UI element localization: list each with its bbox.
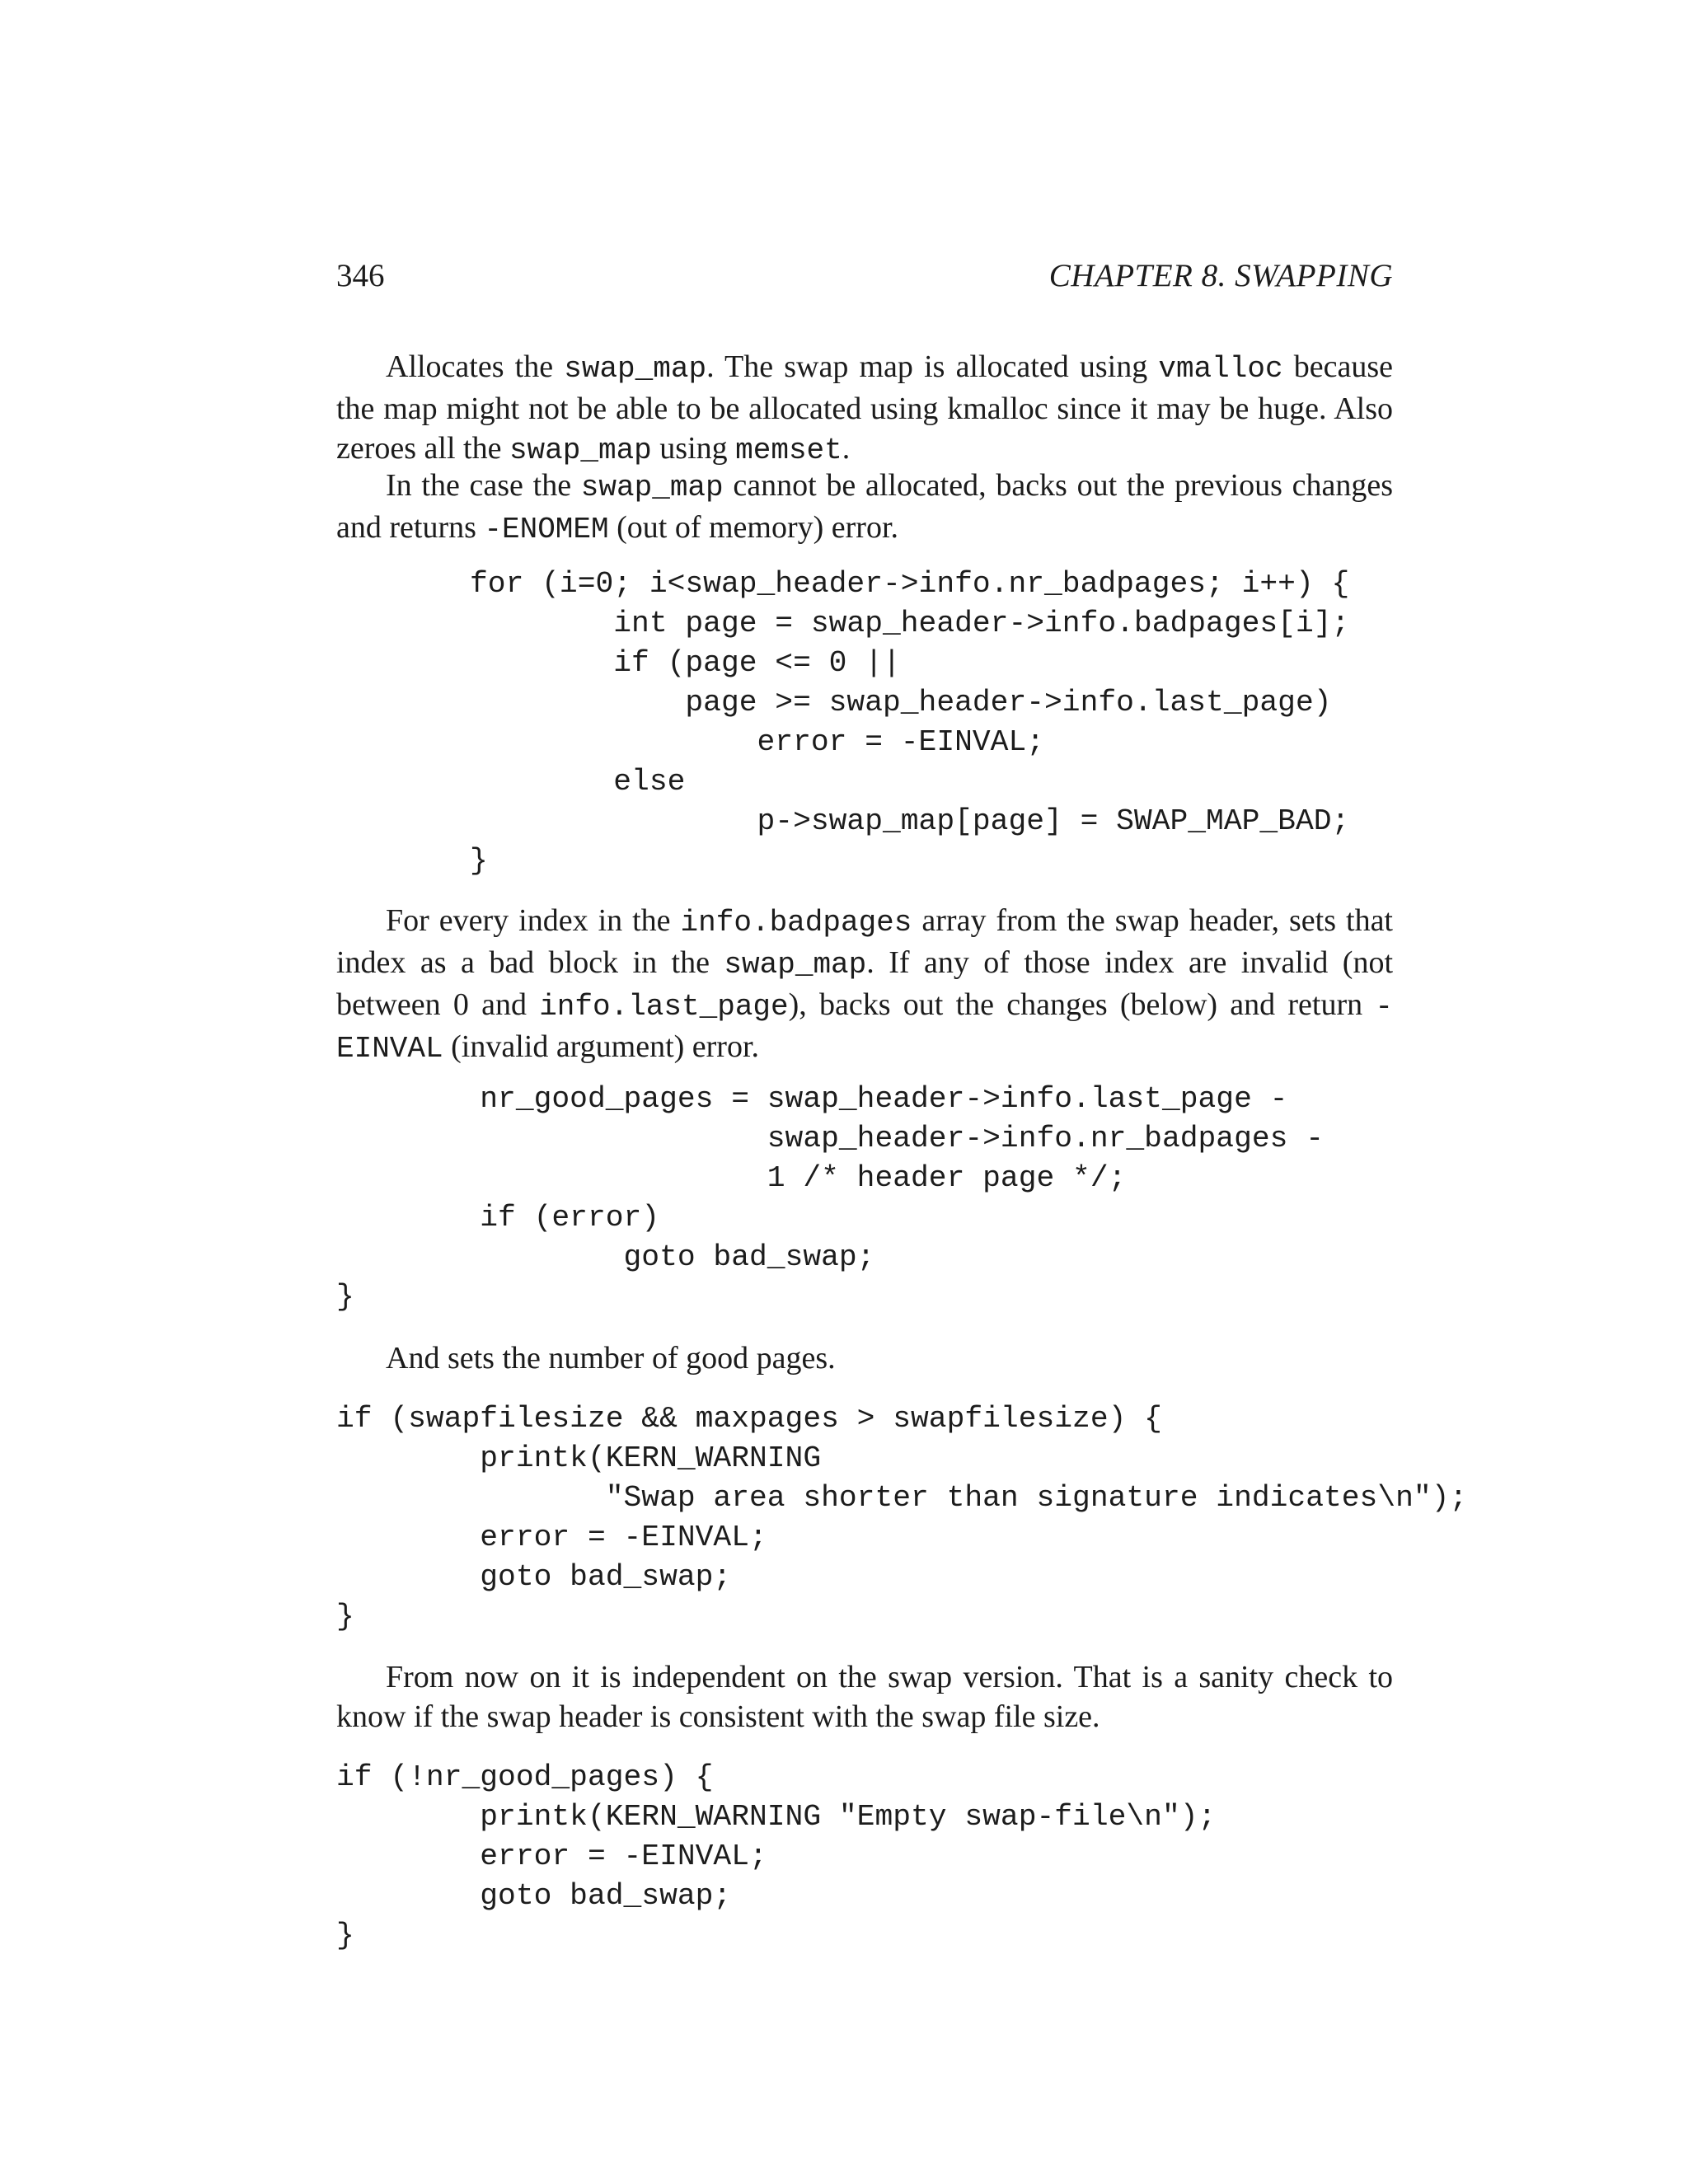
paragraph-text: array from the swap header, sets that index as a bad block in the bbox=[336, 903, 1393, 980]
paragraph-good-pages bbox=[336, 1338, 1393, 1378]
inline-code: -EINVAL bbox=[336, 990, 1393, 1066]
inline-code: swap_map bbox=[564, 352, 707, 386]
paragraph-text: (invalid argument) error. bbox=[443, 1029, 760, 1064]
inline-code: swap_map bbox=[724, 948, 867, 982]
inline-code: -ENOMEM bbox=[484, 513, 609, 546]
paragraph-text: . If any of those index are invalid (not between 0 and bbox=[336, 945, 1394, 1022]
paragraph-text: For every index in the bbox=[386, 903, 681, 938]
paragraph-text: And sets the number of good pages. bbox=[386, 1341, 836, 1376]
paragraph-badpages-explanation bbox=[336, 901, 1393, 1069]
paragraph-text: because the map might not be able to be allocated using kmalloc since it may be huge. Also zeroes all the bbox=[336, 349, 1393, 466]
paragraph-text: . The swap map is allocated using bbox=[706, 349, 1159, 384]
page-header bbox=[336, 257, 1393, 303]
inline-code: info.last_page bbox=[539, 990, 789, 1024]
paragraph-text: (out of memory) error. bbox=[608, 510, 899, 545]
page-number: 346 bbox=[336, 258, 385, 293]
paragraph-text: ), backs out the changes (below) and return bbox=[788, 987, 1376, 1022]
paragraph-text: From now on it is independent on the swap version. That is a sanity check to know if the swap header is consistent with the swap file size. bbox=[336, 1660, 1393, 1734]
paragraph-text: In the case the bbox=[386, 468, 581, 503]
code-block-swapfilesize-check: if (swapfilesize && maxpages > swapfilesize) { printk(KERN_WARNING "Swap area shorter than signature indicates\n"); error = -EINVAL; goto bad_swap; } bbox=[336, 1402, 1468, 1633]
inline-code: vmalloc bbox=[1158, 352, 1283, 386]
paragraph-text: using bbox=[651, 431, 736, 466]
paragraph-text: . bbox=[842, 431, 851, 466]
code-block-empty-swap-check: if (!nr_good_pages) { printk(KERN_WARNING "Empty swap-file\n"); error = -EINVAL; goto bad_swap; } bbox=[336, 1760, 1217, 1952]
inline-code: swap_map bbox=[580, 471, 724, 504]
paragraph-swap-map-allocation bbox=[336, 347, 1393, 471]
paragraph-text: Allocates the bbox=[386, 349, 565, 384]
inline-code: memset bbox=[735, 434, 842, 467]
code-block-badpages-loop: for (i=0; i<swap_header->info.nr_badpages; i++) { int page = swap_header->info.badpages[i]; if (page <= 0 || page >= swap_header->info.last_page) error = -EINVAL; else p->swap_map[page] = SWAP_MAP_BAD; } bbox=[470, 567, 1350, 878]
paragraph-allocation-failure bbox=[336, 466, 1393, 550]
chapter-running-head: CHAPTER 8. SWAPPING bbox=[1048, 258, 1393, 293]
paragraph-sanity-check bbox=[336, 1657, 1393, 1736]
code-block-good-pages: nr_good_pages = swap_header->info.last_page - swap_header->info.nr_badpages - 1 /* header page */; if (error) goto bad_swap; } bbox=[336, 1082, 1324, 1314]
inline-code: swap_map bbox=[509, 434, 652, 467]
inline-code: info.badpages bbox=[680, 906, 912, 940]
paragraph-text: cannot be allocated, backs out the previous changes and returns bbox=[336, 468, 1393, 545]
